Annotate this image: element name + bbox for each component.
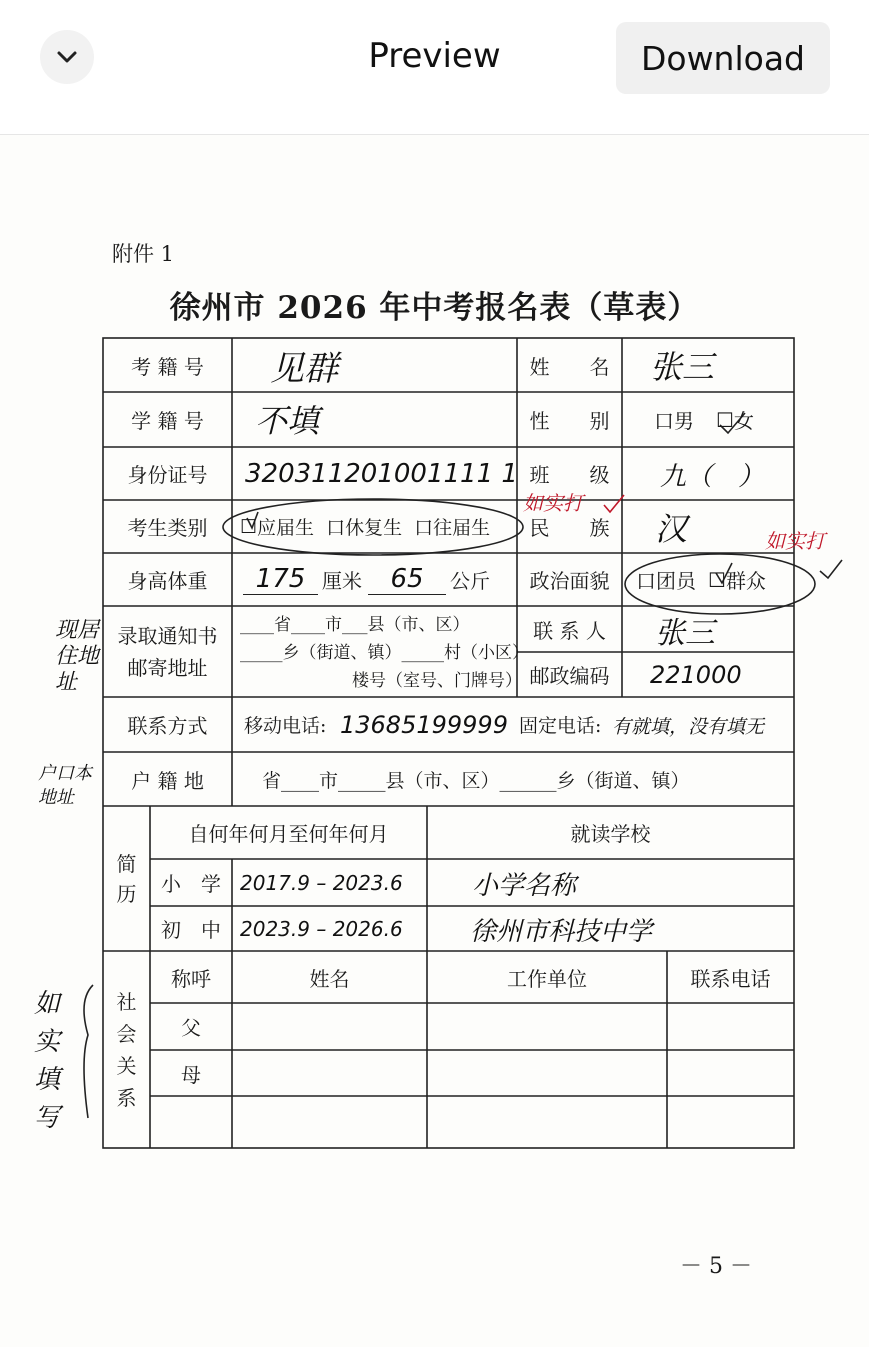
value-exam-reg-no: 见群 (270, 348, 338, 389)
value-height: 175 (243, 564, 318, 595)
form-title: 徐州市 2026 年中考报名表（草表） (169, 290, 700, 326)
header-rel-name: 姓名 (309, 966, 350, 991)
address-line-1[interactable]: ____省____市___县（市、区） (240, 614, 470, 635)
address-line-2[interactable]: _____乡（街道、镇）_____村（小区） (240, 642, 529, 663)
page-number: － 5 － (680, 1254, 752, 1279)
value-class: 九（ ） (660, 461, 765, 492)
value-student-no: 不填 (255, 402, 320, 440)
label-political: 政治面貌 (529, 569, 610, 593)
header-period: 自何年何月至何年何月 (188, 822, 389, 846)
label-landline: 固定电话: (519, 715, 602, 737)
option-political-2[interactable]: 群众 (725, 569, 766, 593)
option-female[interactable]: 女 (733, 409, 754, 433)
label-exam-reg-no: 考 籍 号 (131, 354, 204, 379)
label-postal-code: 邮政编码 (529, 664, 610, 688)
label-primary: 小 学 (161, 872, 221, 896)
category-checkbox-1[interactable]: ☐ (240, 515, 258, 538)
value-name: 张三 (650, 348, 715, 386)
option-category-2[interactable]: 口休复生 (326, 517, 403, 539)
value-weight: 65 (368, 564, 446, 595)
option-category-3[interactable]: 口往届生 (414, 517, 491, 539)
label-father: 父 (181, 1016, 201, 1040)
header-rel-phone: 联系电话 (690, 966, 771, 991)
label-mail-address (103, 606, 232, 697)
page-title: Preview (368, 36, 501, 76)
value-middle-school: 徐州市科技中学 (470, 916, 653, 947)
header-work-unit: 工作单位 (507, 966, 587, 991)
value-landline: 有就填，没有填无 (612, 715, 765, 738)
label-student-no: 学 籍 号 (131, 409, 204, 433)
note-fill-truthfully: 如实填写 (34, 989, 61, 1133)
label-resume: 简历 (116, 851, 137, 906)
option-female-checkbox[interactable]: ☐ (716, 407, 734, 432)
label-contact: 联系方式 (127, 714, 208, 738)
option-political-1[interactable]: 口团员 (636, 569, 696, 593)
unit-cm: 厘米 (322, 569, 362, 593)
label-class: 班 级 (529, 463, 610, 487)
label-middle: 初 中 (161, 918, 221, 942)
label-household: 户 籍 地 (131, 768, 204, 793)
height-weight-values (243, 553, 490, 606)
note-household: 户口本地址 (38, 763, 92, 808)
value-postal-code: 221000 (650, 661, 742, 689)
value-primary-period: 2017.9 – 2023.6 (240, 871, 403, 895)
address-line-3[interactable]: 楼号（室号、门牌号） (352, 670, 522, 691)
label-name: 姓 名 (529, 354, 610, 379)
label-mother: 母 (181, 1062, 201, 1087)
label-height-weight: 身高体重 (127, 569, 208, 593)
header-school: 就读学校 (570, 822, 651, 846)
option-category-1[interactable]: 应届生 (257, 517, 315, 539)
value-ethnicity: 汉 (655, 510, 688, 548)
category-options (240, 500, 490, 553)
note-truthful-2: 如实打 (765, 528, 825, 553)
download-button[interactable]: Download (616, 22, 830, 94)
option-male[interactable]: 口男 (654, 409, 694, 433)
political-options (636, 553, 766, 606)
value-primary-school: 小学名称 (472, 870, 577, 901)
label-id-no: 身份证号 (127, 463, 208, 487)
political-checkbox-2[interactable]: ☐ (708, 567, 726, 592)
header-relation: 称呼 (171, 966, 211, 991)
value-mobile: 13685199999 (340, 711, 508, 739)
household-template[interactable]: 省____市_____县（市、区）______乡（街道、镇） (262, 769, 690, 792)
label-social: 社会关系 (116, 989, 137, 1110)
attachment-label: 附件 1 (112, 242, 175, 266)
unit-kg: 公斤 (450, 569, 490, 593)
label-mobile: 移动电话: (244, 715, 327, 737)
value-middle-period: 2023.9 – 2026.6 (240, 917, 403, 941)
value-id-no: 320311201001111 1 (245, 459, 518, 489)
gender-options (654, 392, 754, 447)
label-category: 考生类别 (127, 516, 208, 540)
label-contact-person: 联 系 人 (533, 618, 606, 643)
note-residence: 现居住地址 (55, 618, 100, 695)
label-mail-address-1: 录取通知书 (117, 623, 218, 648)
label-mail-address-2: 邮寄地址 (127, 655, 208, 680)
value-contact-person: 张三 (655, 616, 715, 651)
note-truthful-1: 如实打 (523, 490, 583, 515)
label-gender: 性 别 (529, 409, 610, 433)
label-ethnicity: 民 族 (529, 516, 610, 540)
